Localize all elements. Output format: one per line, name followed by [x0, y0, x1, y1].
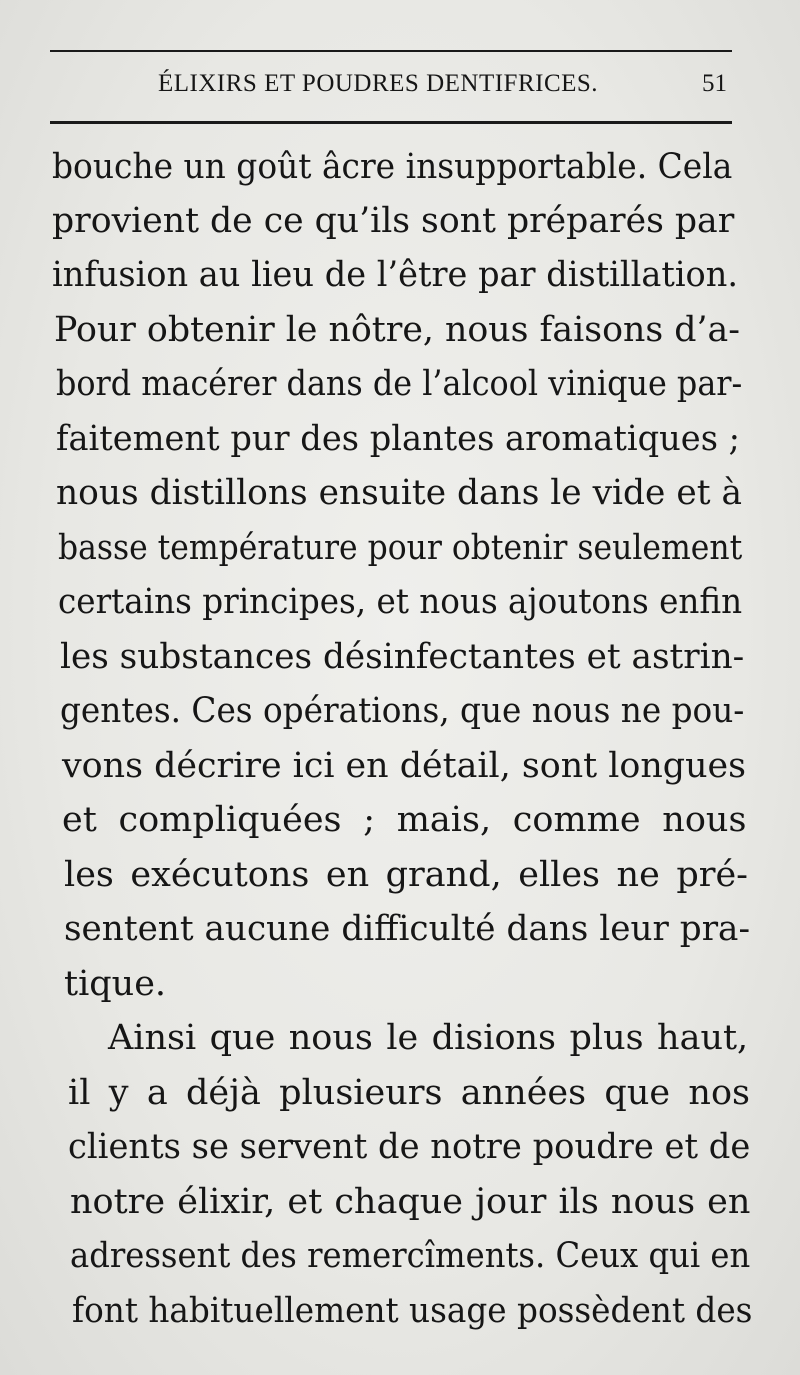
text-line: nous distillons ensuite dans le vide et à — [56, 473, 742, 513]
text-line: gentes. Ces opérations, que nous ne pou- — [60, 691, 745, 731]
text-line: les exécutons en grand, elles ne pré- — [64, 855, 748, 895]
text-line: basse température pour obtenir seulement — [58, 528, 743, 568]
text-line: il y a déjà plusieurs années que nos — [68, 1073, 750, 1113]
header-top-rule — [50, 50, 732, 52]
running-head-title: ÉLIXIRS ET POUDRES DENTIFRICES. — [158, 70, 599, 97]
text-line: faitement pur des plantes aromatiques ; — [56, 419, 740, 459]
page-number: 51 — [702, 70, 727, 97]
text-line: bouche un goût âcre insupportable. Cela — [52, 147, 733, 187]
text-line: font habituellement usage possèdent des — [72, 1291, 753, 1331]
header-bottom-rule — [50, 121, 732, 124]
text-line: tique. — [64, 964, 167, 1004]
text-line: sentent aucune difficulté dans leur pra- — [64, 909, 750, 949]
text-line: adressent des remercîments. Ceux qui en — [70, 1236, 751, 1276]
text-line: provient de ce qu’ils sont préparés par — [52, 201, 735, 241]
text-line: Ainsi que nous le disions plus haut, — [108, 1018, 749, 1058]
text-line: bord macérer dans de l’alcool vinique par- — [56, 364, 743, 404]
text-line: les substances désinfectantes et astrin- — [60, 637, 745, 677]
text-line: certains principes, et nous ajoutons enfin — [58, 582, 743, 622]
text-line: infusion au lieu de l’être par distillation. — [52, 255, 738, 295]
text-line: notre élixir, et chaque jour ils nous en — [70, 1182, 751, 1222]
text-line: et compliquées ; mais, comme nous — [62, 800, 747, 840]
text-line: clients se servent de notre poudre et de — [68, 1127, 751, 1167]
text-line: Pour obtenir le nôtre, nous faisons d’a- — [54, 310, 740, 350]
text-line: vons décrire ici en détail, sont longues — [62, 746, 747, 786]
